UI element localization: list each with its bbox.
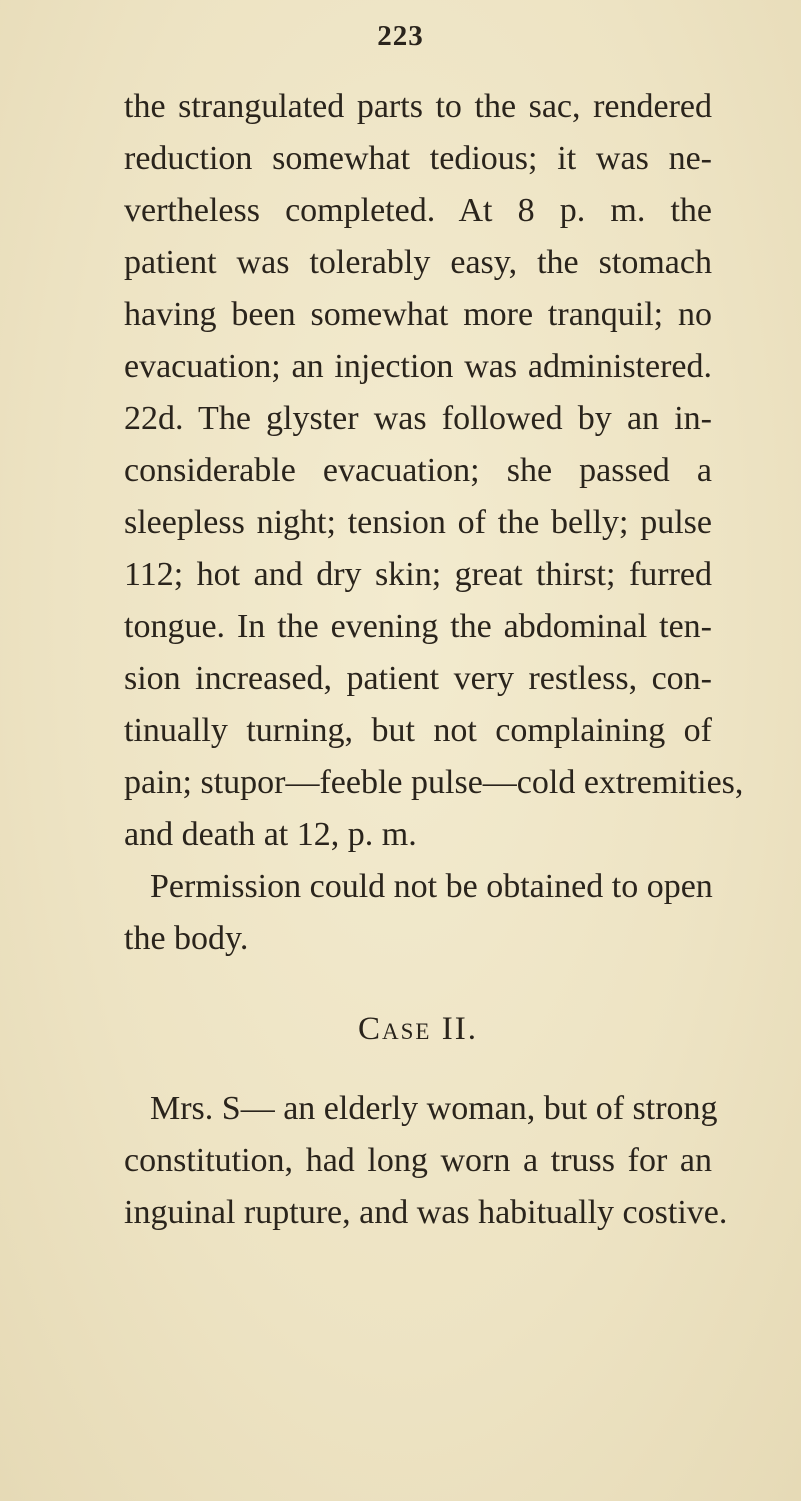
text-line: Mrs. S— an elderly woman, but of strong — [150, 1090, 718, 1127]
text-line: sleepless night; tension of the belly; pulse — [124, 504, 712, 541]
paragraph-case-one-continued — [124, 81, 744, 861]
paragraph-case-two — [124, 1083, 728, 1239]
text-line: considerable evacuation; she passed a — [124, 452, 712, 489]
text-line: and death at 12, p. m. — [124, 816, 417, 853]
text-line: the strangulated parts to the sac, rendered — [124, 88, 712, 125]
text-line: inguinal rupture, and was habitually costive. — [124, 1194, 728, 1231]
text-line: having been somewhat more tranquil; no — [124, 296, 712, 333]
page-number: 223 — [377, 20, 424, 52]
paragraph-permission — [124, 861, 712, 965]
case-heading: Case II. — [358, 1011, 478, 1047]
text-line: patient was tolerably easy, the stomach — [124, 244, 712, 281]
text-line: pain; stupor—feeble pulse—cold extremities, — [124, 764, 744, 801]
text-line: tongue. In the evening the abdominal ten- — [124, 608, 712, 645]
text-line: sion increased, patient very restless, con- — [124, 660, 712, 697]
text-line: Permission could not be obtained to open — [150, 868, 713, 905]
text-line: vertheless completed. At 8 p. m. the — [124, 192, 712, 229]
text-line: constitution, had long worn a truss for an — [124, 1142, 712, 1179]
text-line: evacuation; an injection was administered. — [124, 348, 712, 385]
text-line: tinually turning, but not complaining of — [124, 712, 712, 749]
text-line: 112; hot and dry skin; great thirst; furred — [124, 556, 712, 593]
text-block — [124, 81, 744, 1239]
text-line: 22d. The glyster was followed by an in- — [124, 400, 712, 437]
text-line: reduction somewhat tedious; it was ne- — [124, 140, 712, 177]
text-line: the body. — [124, 920, 249, 957]
